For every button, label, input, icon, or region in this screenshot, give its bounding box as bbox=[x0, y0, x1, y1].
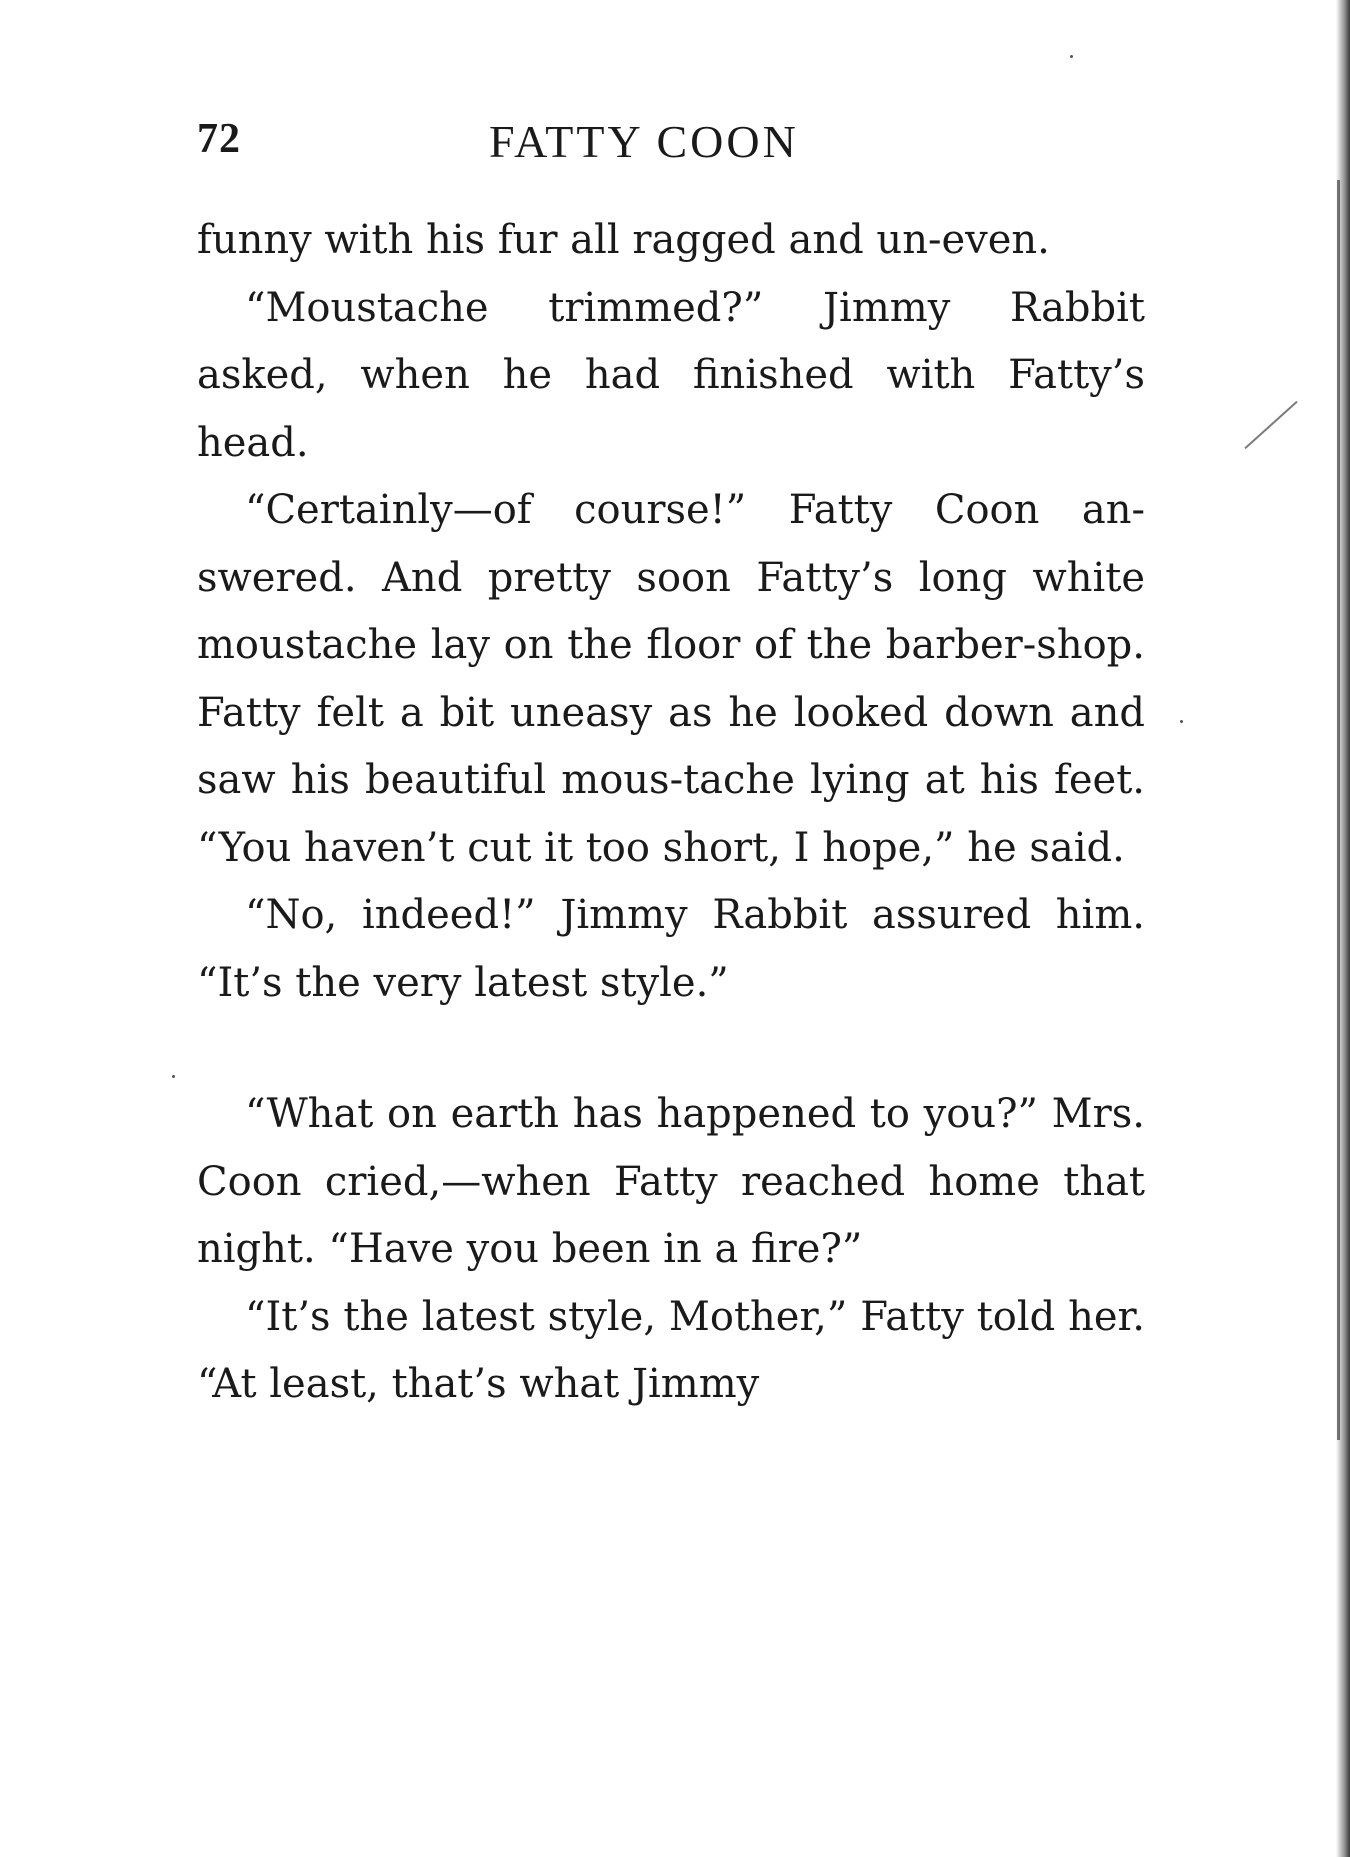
scan-mark bbox=[1244, 401, 1297, 449]
paragraph: funny with his fur all ragged and un-even. bbox=[197, 217, 1050, 263]
paragraph: “What on earth has happened to you?” Mrs. Coon cried,—when Fatty reached home that night. “Have you been in a fire?” bbox=[197, 1091, 1145, 1272]
page-number: 72 bbox=[197, 116, 241, 162]
paragraph: “Moustache trimmed?” Jimmy Rabbit asked, when he had finished with Fatty’s head. bbox=[197, 284, 1145, 466]
paragraph: “Certainly—of course!” Fatty Coon an-swered. And pretty soon Fatty’s long white moustache lay on the floor of the barber-shop. Fatty felt a bit uneasy as he looked down and saw his beautiful mous-tache lying at his feet. “You haven’t cut it too short, I hope,” he said. bbox=[197, 487, 1145, 871]
scan-speck bbox=[1180, 720, 1183, 723]
scan-speck bbox=[172, 1075, 175, 1078]
binding-shadow bbox=[1336, 0, 1350, 1857]
paragraph: “It’s the latest style, Mother,” Fatty told her. “At least, that’s what Jimmy bbox=[197, 1293, 1145, 1407]
paragraph: “No, indeed!” Jimmy Rabbit assured him. “It’s the very latest style.” bbox=[197, 892, 1145, 1006]
scan-speck bbox=[1070, 55, 1073, 58]
body-text bbox=[197, 207, 1145, 1419]
section-break bbox=[197, 1017, 1145, 1081]
page-header bbox=[197, 115, 1145, 175]
running-title: FATTY COON bbox=[489, 116, 799, 167]
